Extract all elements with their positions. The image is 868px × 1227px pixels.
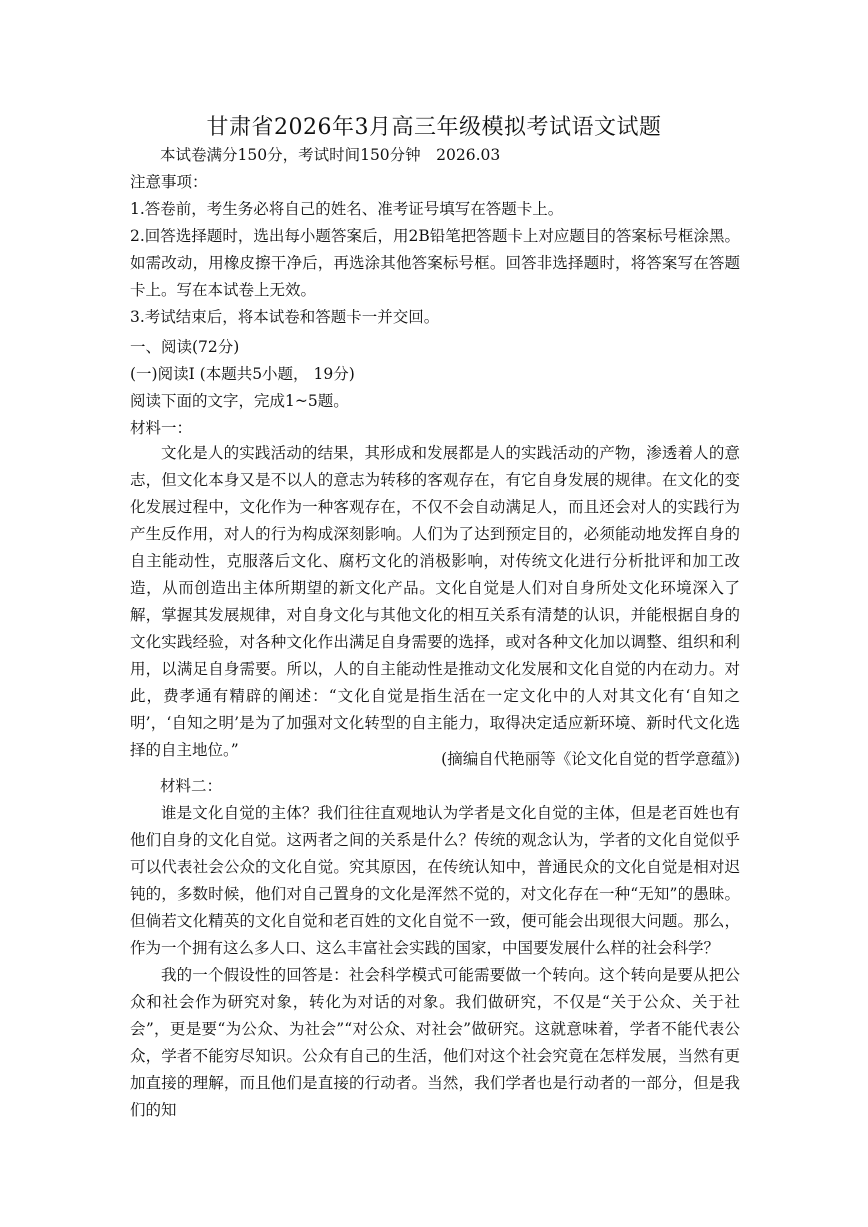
section-heading: 一、阅读(72分)	[130, 338, 240, 356]
notice-list	[130, 196, 740, 331]
reading-instruction: 阅读下面的文字，完成1~5题。	[130, 392, 349, 410]
material-1-source: (摘编自代艳丽等《论文化自觉的哲学意蕴》)	[441, 750, 740, 768]
material-2-text	[130, 800, 740, 1124]
material-2-paragraph-2: 我的一个假设性的回答是：社会科学模式可能需要做一个转向。这个转向是要从把公众和社会作为研究对象，转化为对话的对象。我们做研究，不仅是“关于公众、关于社会”，更是要“为公众、为社会”“对公众、对社会”做研究。这就意味着，学者不能代表公众，学者不能穷尽知识。公众有自己的生活，他们对这个社会究竟在怎样发展，当然有更加直接的理解，而且他们是直接的行动者。当然，我们学者也是行动者的一部分，但是我们的知	[130, 966, 740, 1119]
notice-item-1: 1.答卷前，考生务必将自己的姓名、准考证号填写在答题卡上。	[130, 200, 564, 218]
exam-title: 甘肃省2026年3月高三年级模拟考试语文试题	[206, 115, 662, 140]
material-1-label: 材料一：	[130, 419, 193, 437]
material-1-text	[130, 440, 740, 764]
subsection-heading: (一)阅读Ⅰ (本题共5小题， 19分)	[130, 365, 355, 383]
exam-info: 本试卷满分150分，考试时间150分钟 2026.03	[160, 146, 501, 164]
notice-heading: 注意事项：	[130, 173, 208, 191]
material-1-paragraph: 文化是人的实践活动的结果，其形成和发展都是人的实践活动的产物，渗透着人的意志，但文化本身又是不以人的意志为转移的客观存在，有它自身发展的规律。在文化的变化发展过程中，文化作为一种客观存在，不仅不会自动满足人，而且还会对人的实践行为产生反作用，对人的行为构成深刻影响。人们为了达到预定目的，必须能动地发挥自身的自主能动性，克服落后文化、腐朽文化的消极影响，对传统文化进行分析批评和加工改造，从而创造出主体所期望的新文化产品。文化自觉是人们对自身所处文化环境深入了解，掌握其发展规律，对自身文化与其他文化的相互关系有清楚的认识，并能根据自身的文化实践经验，对各种文化作出满足自身需要的选择，或对各种文化加以调整、组织和利用，以满足自身需要。所以，人的自主能动性是推动文化发展和文化自觉的内在动力。对此，费孝通有精辟的阐述：“文化自觉是指生活在一定文化中的人对其文化有‘自知之明’，‘自知之明’是为了加强对文化转型的自主能力，取得决定适应新环境、新时代文化选择的自主地位。”	[130, 444, 740, 759]
notice-item-3: 3.考试结束后，将本试卷和答题卡一并交回。	[130, 308, 440, 326]
material-2-label: 材料二：	[160, 777, 223, 795]
notice-item-2: 2.回答选择题时，选出每小题答案后，用2B铅笔把答题卡上对应题目的答案标号框涂黑。如需改动，用橡皮擦干净后，再选涂其他答案标号框。回答非选择题时，将答案写在答题卡上。写在本试卷上无效。	[130, 227, 740, 299]
material-2-paragraph-1: 谁是文化自觉的主体？我们往往直观地认为学者是文化自觉的主体，但是老百姓也有他们自身的文化自觉。这两者之间的关系是什么？传统的观念认为，学者的文化自觉似乎可以代表社会公众的文化自觉。究其原因，在传统认知中，普通民众的文化自觉是相对迟钝的，多数时候，他们对自己置身的文化是浑然不觉的，对文化存在一种“无知”的愚昧。但倘若文化精英的文化自觉和老百姓的文化自觉不一致，便可能会出现很大问题。那么，作为一个拥有这么多人口、这么丰富社会实践的国家，中国要发展什么样的社会科学？	[130, 804, 740, 957]
